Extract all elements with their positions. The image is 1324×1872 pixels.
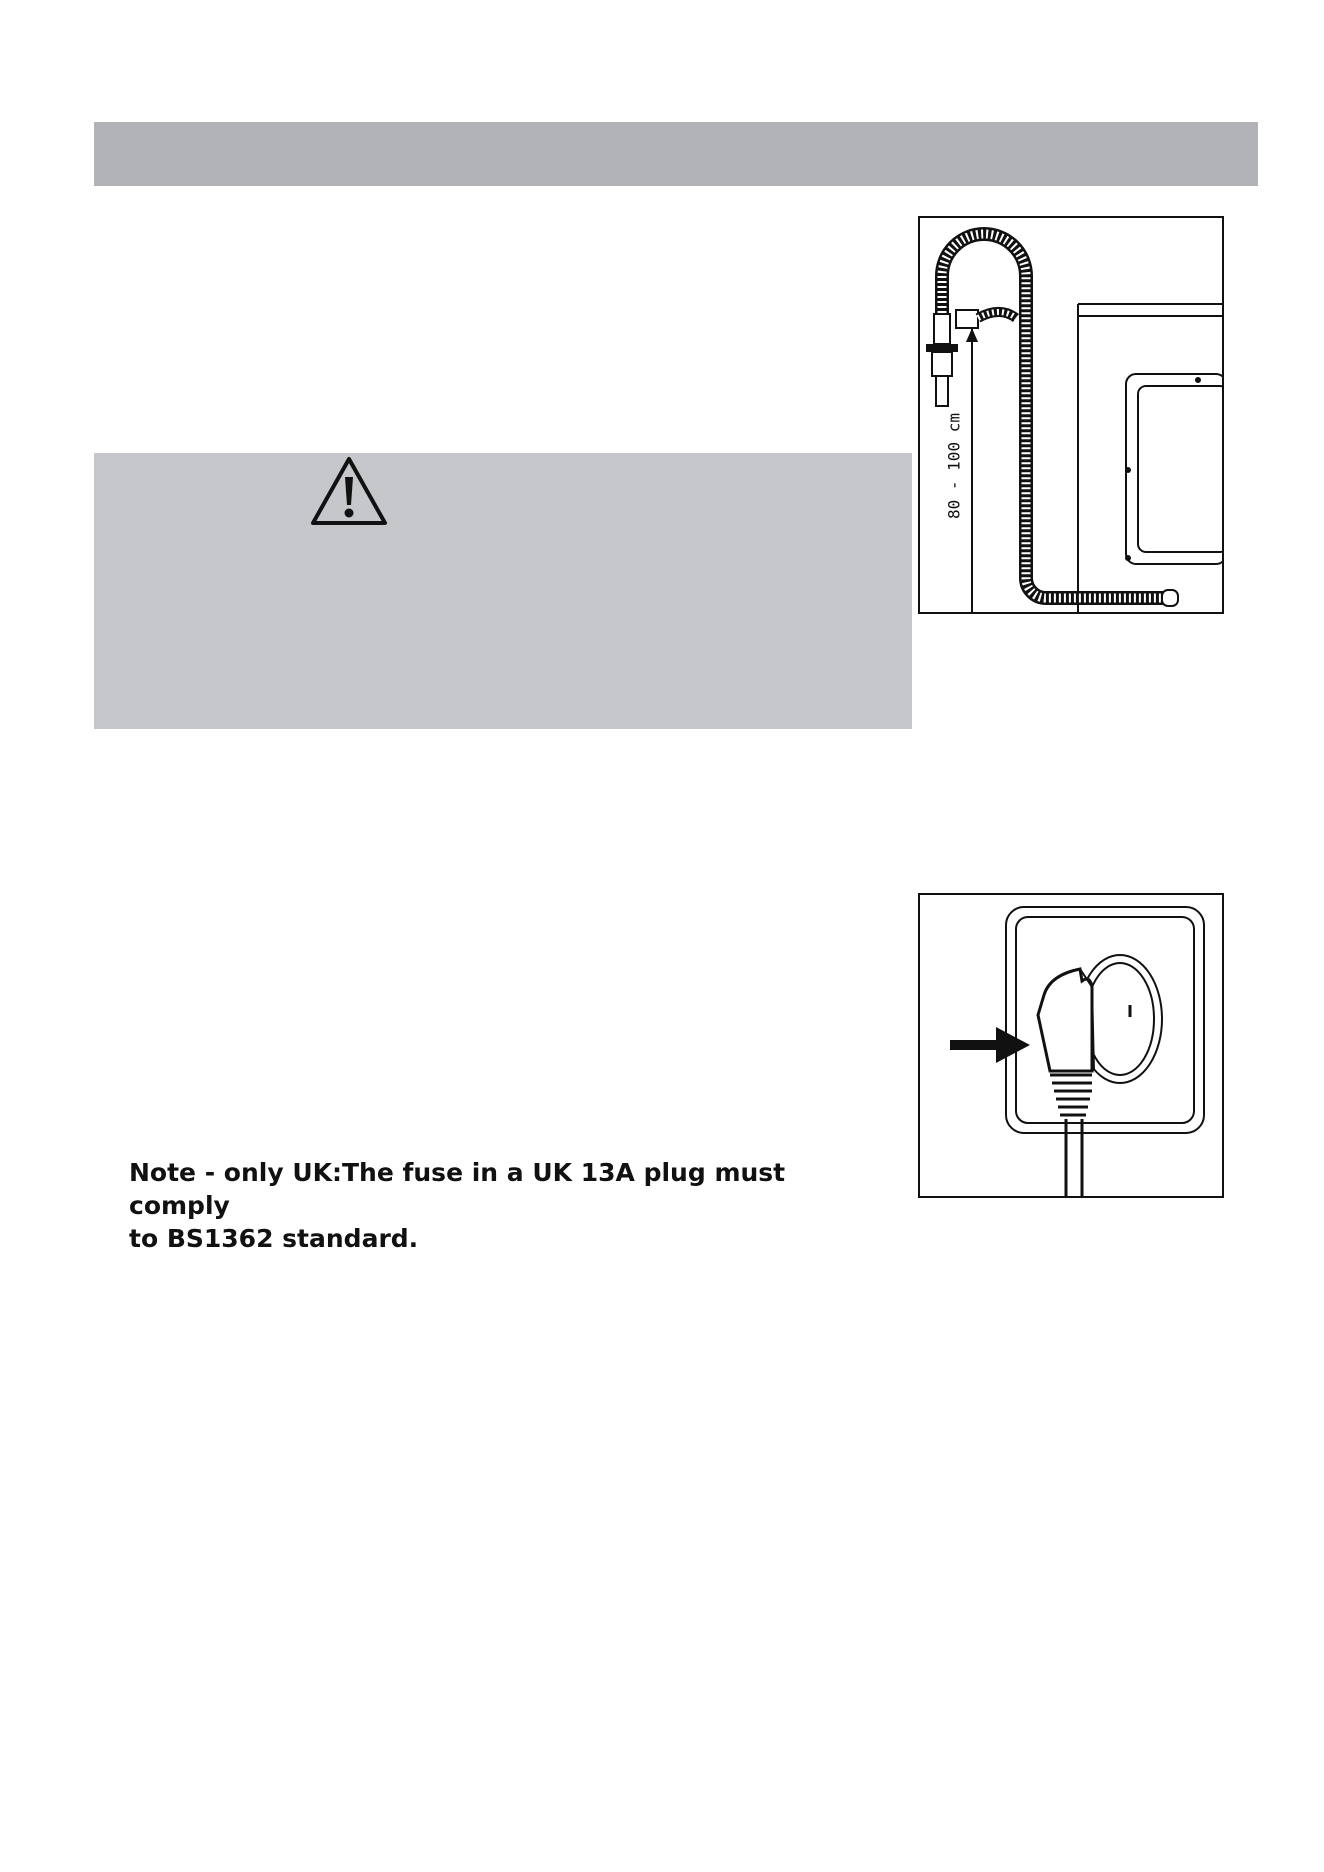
arrow-right-icon bbox=[950, 1025, 1030, 1065]
height-label: 80 - 100 cm bbox=[944, 413, 964, 519]
plug-socket-figure bbox=[918, 893, 1224, 1198]
uk-fuse-note-line1: Note - only UK:The fuse in a UK 13A plug must comply bbox=[129, 1158, 786, 1220]
warning-box bbox=[94, 453, 912, 729]
drain-hose-figure bbox=[918, 216, 1224, 614]
uk-fuse-note bbox=[129, 1156, 889, 1255]
warning-triangle-icon bbox=[308, 453, 390, 529]
section-header-bar bbox=[94, 122, 1258, 186]
uk-fuse-note-line2: to BS1362 standard. bbox=[129, 1224, 419, 1253]
